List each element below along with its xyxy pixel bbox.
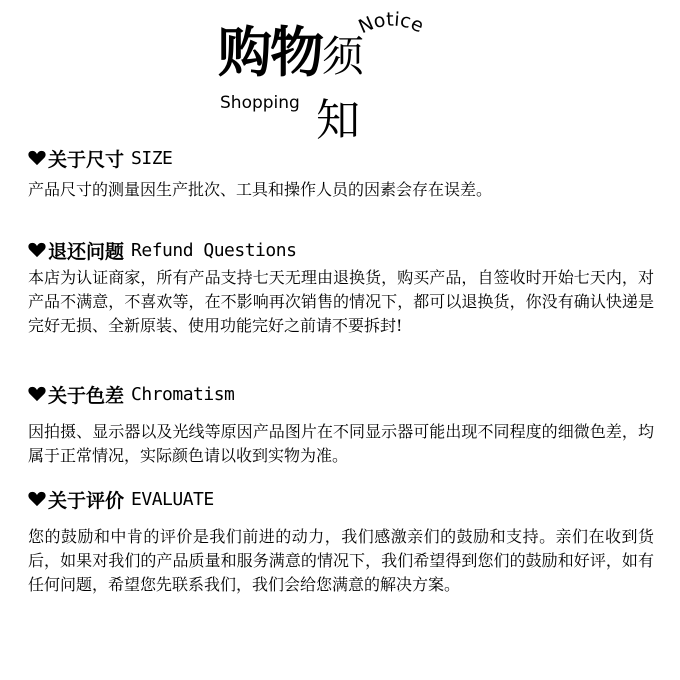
heart-icon [28,491,46,507]
title-zhi: 知 [316,95,360,146]
section-body: 本店为认证商家，所有产品支持七天无理由退换货，购买产品，自签收时开始七天内，对产品不满意，不喜欢等，在不影响再次销售的情况下，都可以退换货，你没有确认快递是完好无损、全新原装、使用功能完好之前请不要拆封! [28,268,654,335]
section-body: 产品尺寸的测量因生产批次、工具和操作人员的因素会存在误差。 [28,180,493,199]
heading-cn: 关于色差 [48,384,125,407]
title-bold: 购物 [218,21,322,84]
heading-en: Refund Questions [131,239,297,261]
shopping-subtitle: Shopping [220,93,300,113]
section-body: 因拍摄、显示器以及光线等原因产品图片在不同显示器可能出现不同程度的细微色差，均属于正常情况，实际颜色请以收到实物为准。 [28,422,654,465]
heading-cn: 退还问题 [48,240,125,263]
heart-icon [28,242,46,258]
page-title [218,22,364,88]
heart-icon [28,150,46,166]
heading-cn: 关于尺寸 [48,148,125,171]
heading-en: Chromatism [131,383,235,405]
page-header [0,0,680,150]
section-body: 您的鼓励和中肯的评价是我们前进的动力，我们感激亲们的鼓励和支持。亲们在收到货后，如果对我们的产品质量和服务满意的情况下，我们希望得到您们的鼓励和好评，如有任何问题，希望您先联系我们，我们会给您满意的解决方案。 [28,527,654,594]
section-heading [28,145,654,171]
section-heading [28,237,654,263]
heading-en: SIZE [131,147,173,169]
heading-en: EVALUATE [131,488,214,510]
section-heading [28,486,654,512]
section-heading [28,381,654,407]
section-chromatism [28,381,654,468]
notice-text-path: Notice [355,8,427,39]
notice-arc-text [355,8,444,54]
section-refund [28,237,654,338]
section-evaluate [28,486,654,597]
notice-text [355,9,427,39]
title-small: 须 [322,32,365,81]
heading-cn: 关于评价 [48,489,125,512]
section-size [28,145,654,202]
heart-icon [28,386,46,402]
